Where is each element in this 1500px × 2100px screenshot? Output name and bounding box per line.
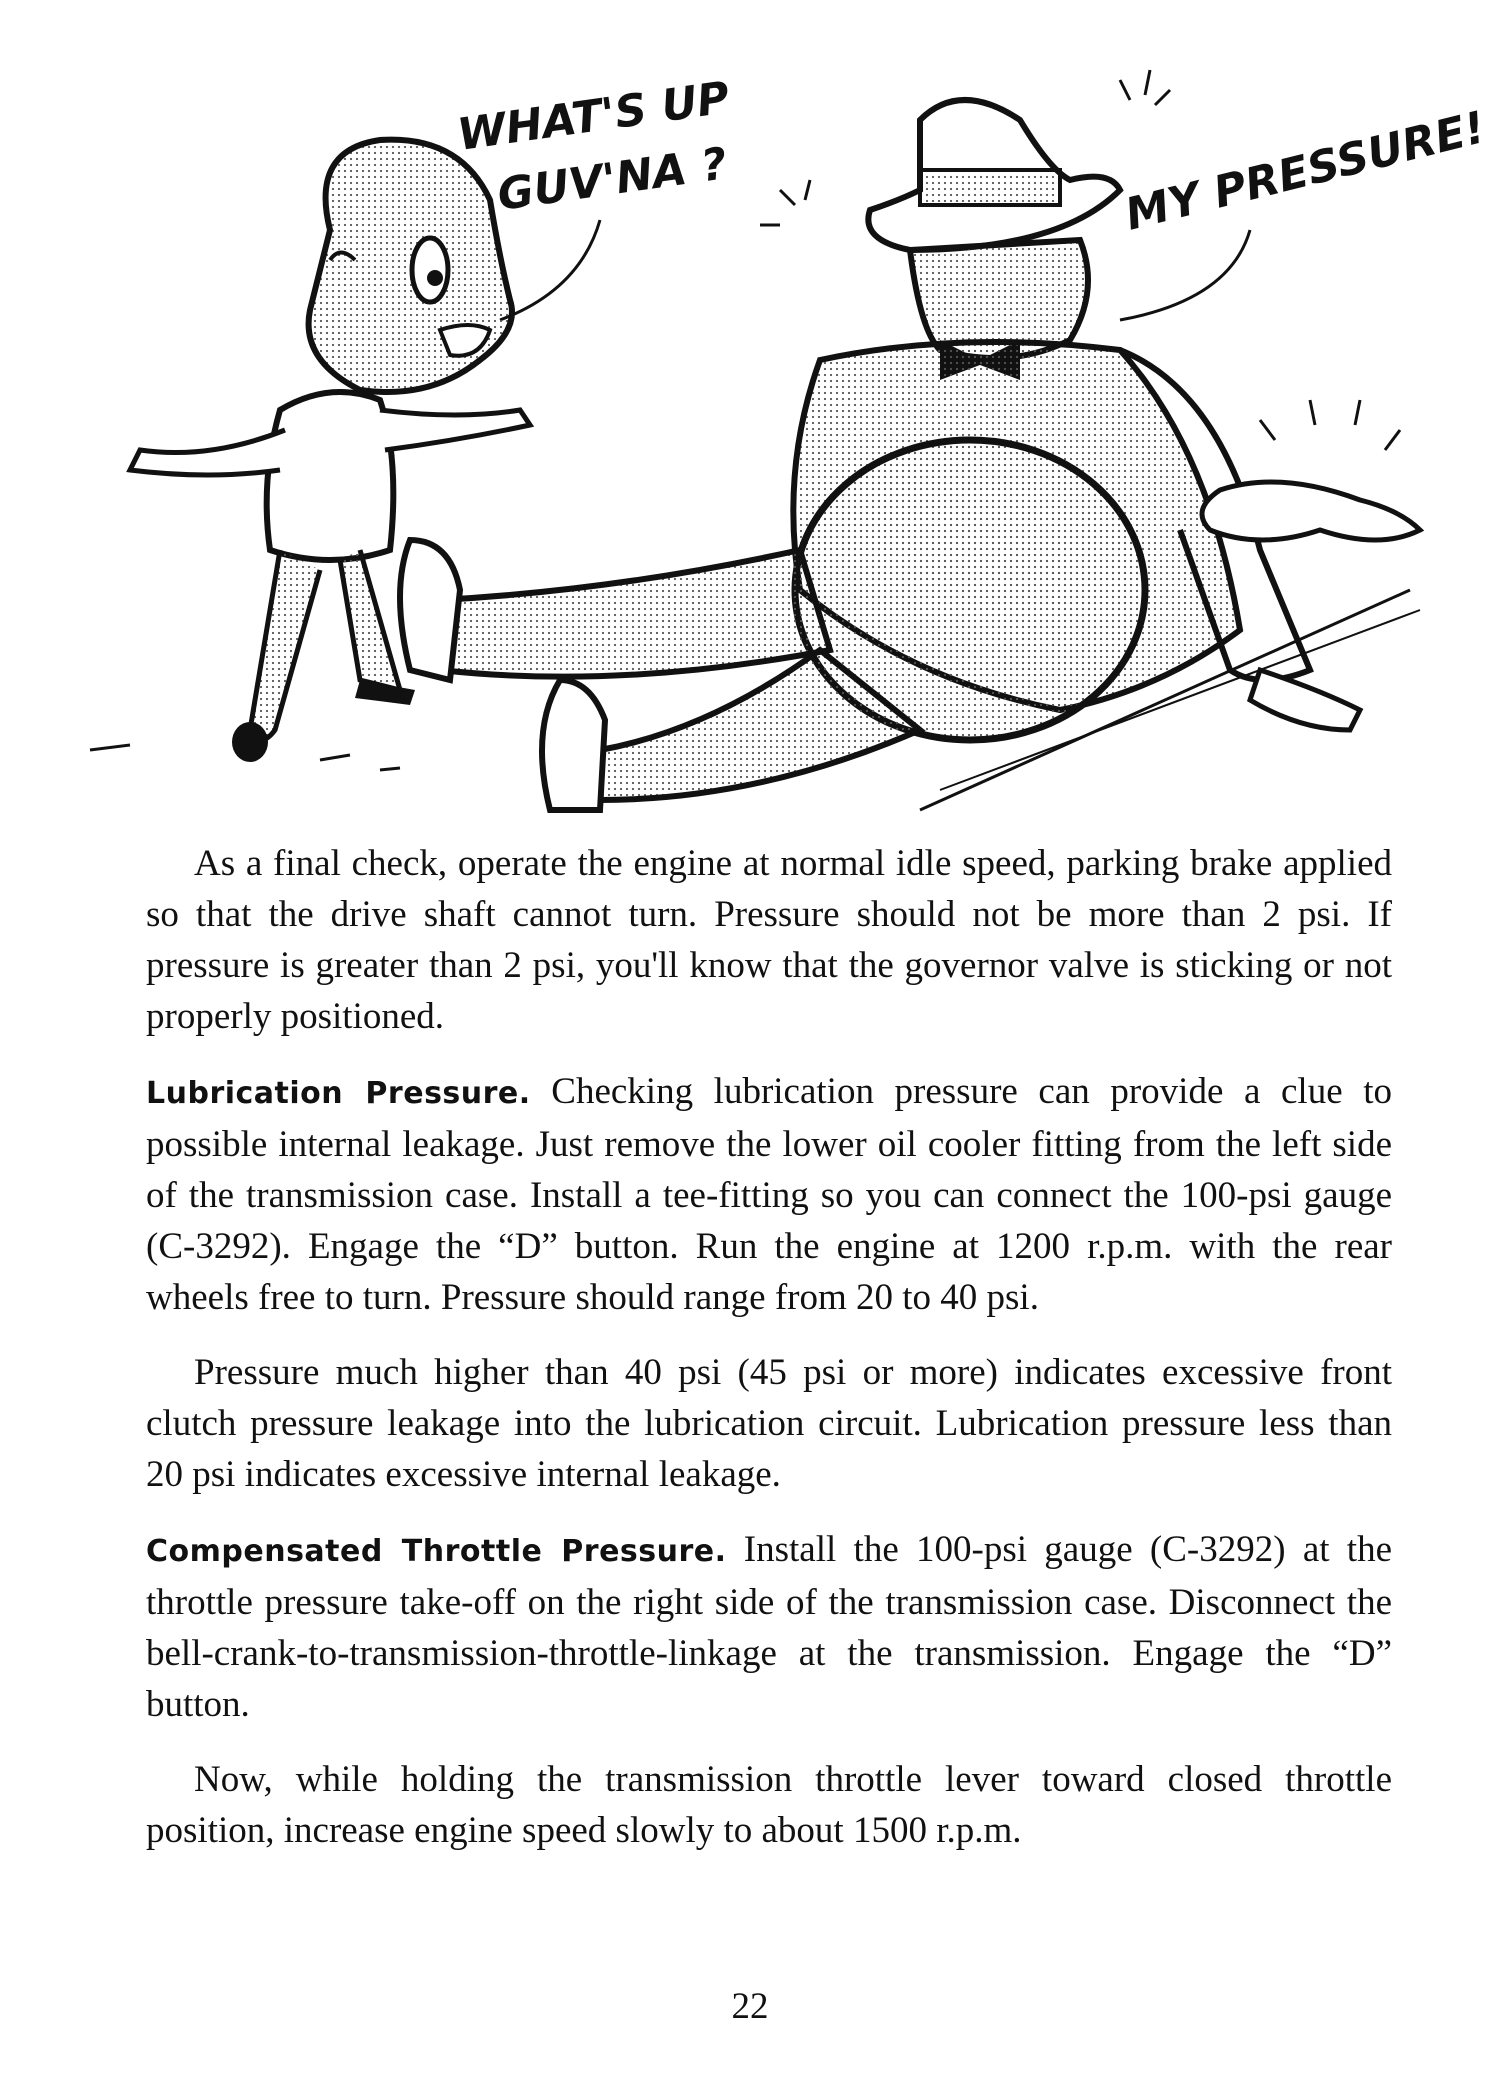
cartoon-illustration xyxy=(60,30,1491,830)
speech-right xyxy=(1120,102,1490,320)
speech-right-text: MY PRESSURE! xyxy=(1120,101,1491,241)
run-head-compensated-throttle: Compensated Throttle Pressure. xyxy=(146,1534,727,1569)
paragraph-throttle-lever: Now, while holding the transmission throttle lever toward closed throttle position, increase engine speed slowly to about 1500 r.p.m. xyxy=(146,1759,1392,1851)
paragraph-compensated-throttle xyxy=(146,1524,1392,1730)
body-text xyxy=(146,838,1392,1880)
paragraph-lubrication-pressure xyxy=(146,1066,1392,1323)
page-number: 22 xyxy=(731,1986,769,2027)
paragraph-pressure-leakage: Pressure much higher than 40 psi (45 psi or more) indicates excessive front clutch pressure leakage into the lubrication circuit. Lubrication pressure less than 20 psi indicates excessive internal leakage. xyxy=(146,1352,1392,1495)
paragraph-final-check: As a final check, operate the engine at normal idle speed, parking brake applied so that the drive shaft cannot turn. Pressure should not be more than 2 psi. If pressure is greater than 2 psi, you'll know that the governor valve is sticking or not properly positioned. xyxy=(146,843,1392,1037)
paragraph-lubrication-body: Checking lubrication pressure can provide a clue to possible internal leakage. Just remove the lower oil cooler fitting from the left side of the transmission case. Install a tee-fitting so you can connect the 100-psi gauge (C-3292). Engage the “D” button. Run the engine at 1200 r.p.m. with the rear wheels free to turn. Pressure should range from 20 to 40 psi. xyxy=(146,1071,1392,1318)
speech-left-line1: WHAT'S UP xyxy=(454,72,733,161)
paragraph-compensated-throttle-body: Install the 100-psi gauge (C-3292) at the throttle pressure take-off on the right side of the transmission case. Disconnect the bell-crank-to-transmission-throttle-linkage at the transmission. Engage the “D” button. xyxy=(146,1529,1392,1725)
run-head-lubrication: Lubrication Pressure. xyxy=(146,1076,531,1111)
speech-left-line2: GUV'NA ? xyxy=(494,138,731,221)
